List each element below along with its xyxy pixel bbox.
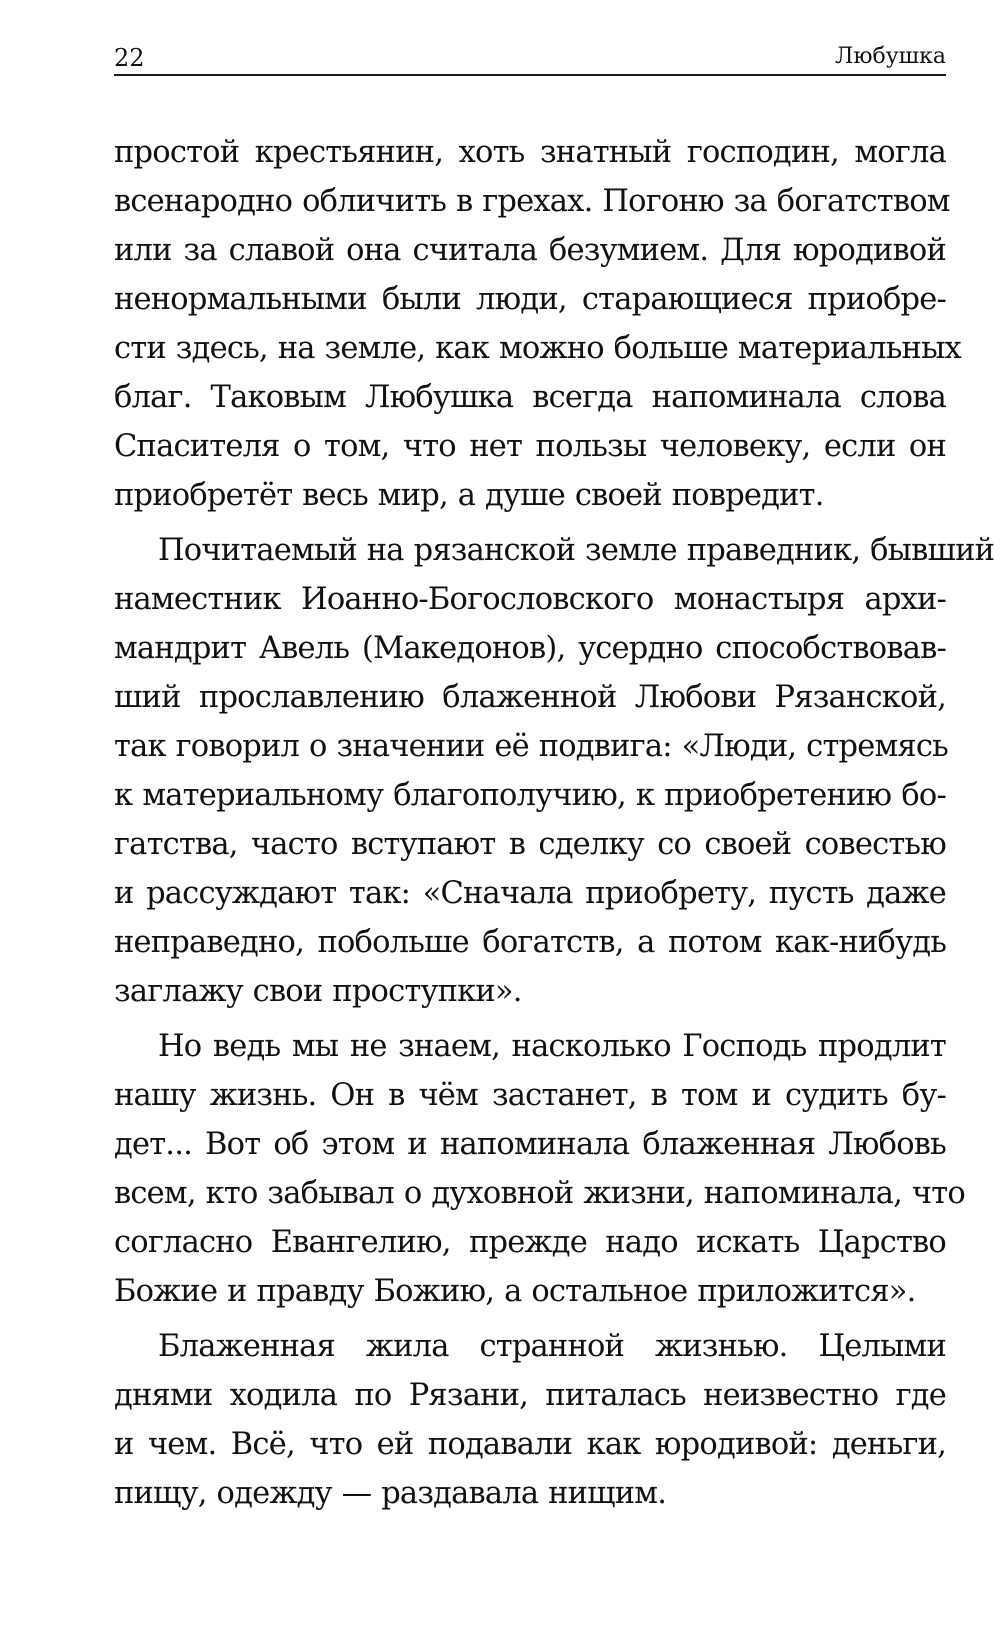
text-line: дет... Вот об этом и напоминала блаженная Любовь	[114, 1127, 946, 1162]
text-line: сти здесь, на земле, как можно больше материальных	[114, 331, 961, 366]
text-line: Спасителя о том, что нет пользы человеку, если он	[114, 429, 946, 464]
paragraph	[114, 128, 961, 520]
text-line: всем, кто забывал о духовной жизни, напоминала, что	[114, 1176, 965, 1211]
text-line: наместник Иоанно-Богословского монастыря архи-	[114, 582, 946, 617]
text-line: или за славой она считала безумием. Для юродивой	[114, 233, 946, 268]
text-line: и рассуждают так: «Сначала приобрету, пусть даже	[114, 876, 946, 911]
text-line: Божие и правду Божию, а остальное приложится».	[114, 1274, 916, 1309]
text-line: ший прославлению блаженной Любови Рязанской,	[114, 680, 946, 715]
text-line: мандрит Авель (Македонов), усердно способствовав-	[114, 631, 946, 666]
text-line: нашу жизнь. Он в чём застанет, в том и судить бу-	[114, 1078, 946, 1113]
text-line: днями ходила по Рязани, питалась неизвестно где	[114, 1378, 946, 1413]
text-line: ненормальными были люди, старающиеся приобре-	[114, 282, 946, 317]
text-line: простой крестьянин, хоть знатный господин, могла	[114, 135, 946, 170]
paragraph	[114, 1022, 965, 1316]
paragraph	[114, 526, 995, 1016]
text-line: гатства, часто вступают в сделку со своей совестью	[114, 827, 946, 862]
body-text	[114, 128, 995, 1518]
running-head	[114, 30, 946, 76]
text-line: всенародно обличить в грехах. Погоню за богатством	[114, 184, 950, 219]
text-line: приобретёт весь мир, а душе своей повредит.	[114, 478, 824, 513]
text-line: благ. Таковым Любушка всегда напоминала слова	[114, 380, 946, 415]
text-line: согласно Евангелию, прежде надо искать Царство	[114, 1225, 946, 1260]
paragraph	[114, 1322, 946, 1518]
running-title: Любушка	[834, 44, 946, 69]
text-line: пищу, одежду — раздавала нищим.	[114, 1476, 667, 1511]
text-line: к материальному благополучию, к приобретению бо-	[114, 778, 946, 813]
text-line: Почитаемый на рязанской земле праведник, бывший	[158, 533, 995, 568]
text-line: неправедно, побольше богатств, а потом как-нибудь	[114, 925, 946, 960]
text-line: Блаженная жила странной жизнью. Целыми	[158, 1329, 946, 1364]
page-number: 22	[114, 44, 145, 72]
text-line: Но ведь мы не знаем, насколько Господь продлит	[158, 1029, 946, 1064]
text-line: и чем. Всё, что ей подавали как юродивой: деньги,	[114, 1427, 946, 1462]
text-line: так говорил о значении её подвига: «Люди, стремясь	[114, 729, 948, 764]
text-line: заглажу свои проступки».	[114, 974, 522, 1009]
